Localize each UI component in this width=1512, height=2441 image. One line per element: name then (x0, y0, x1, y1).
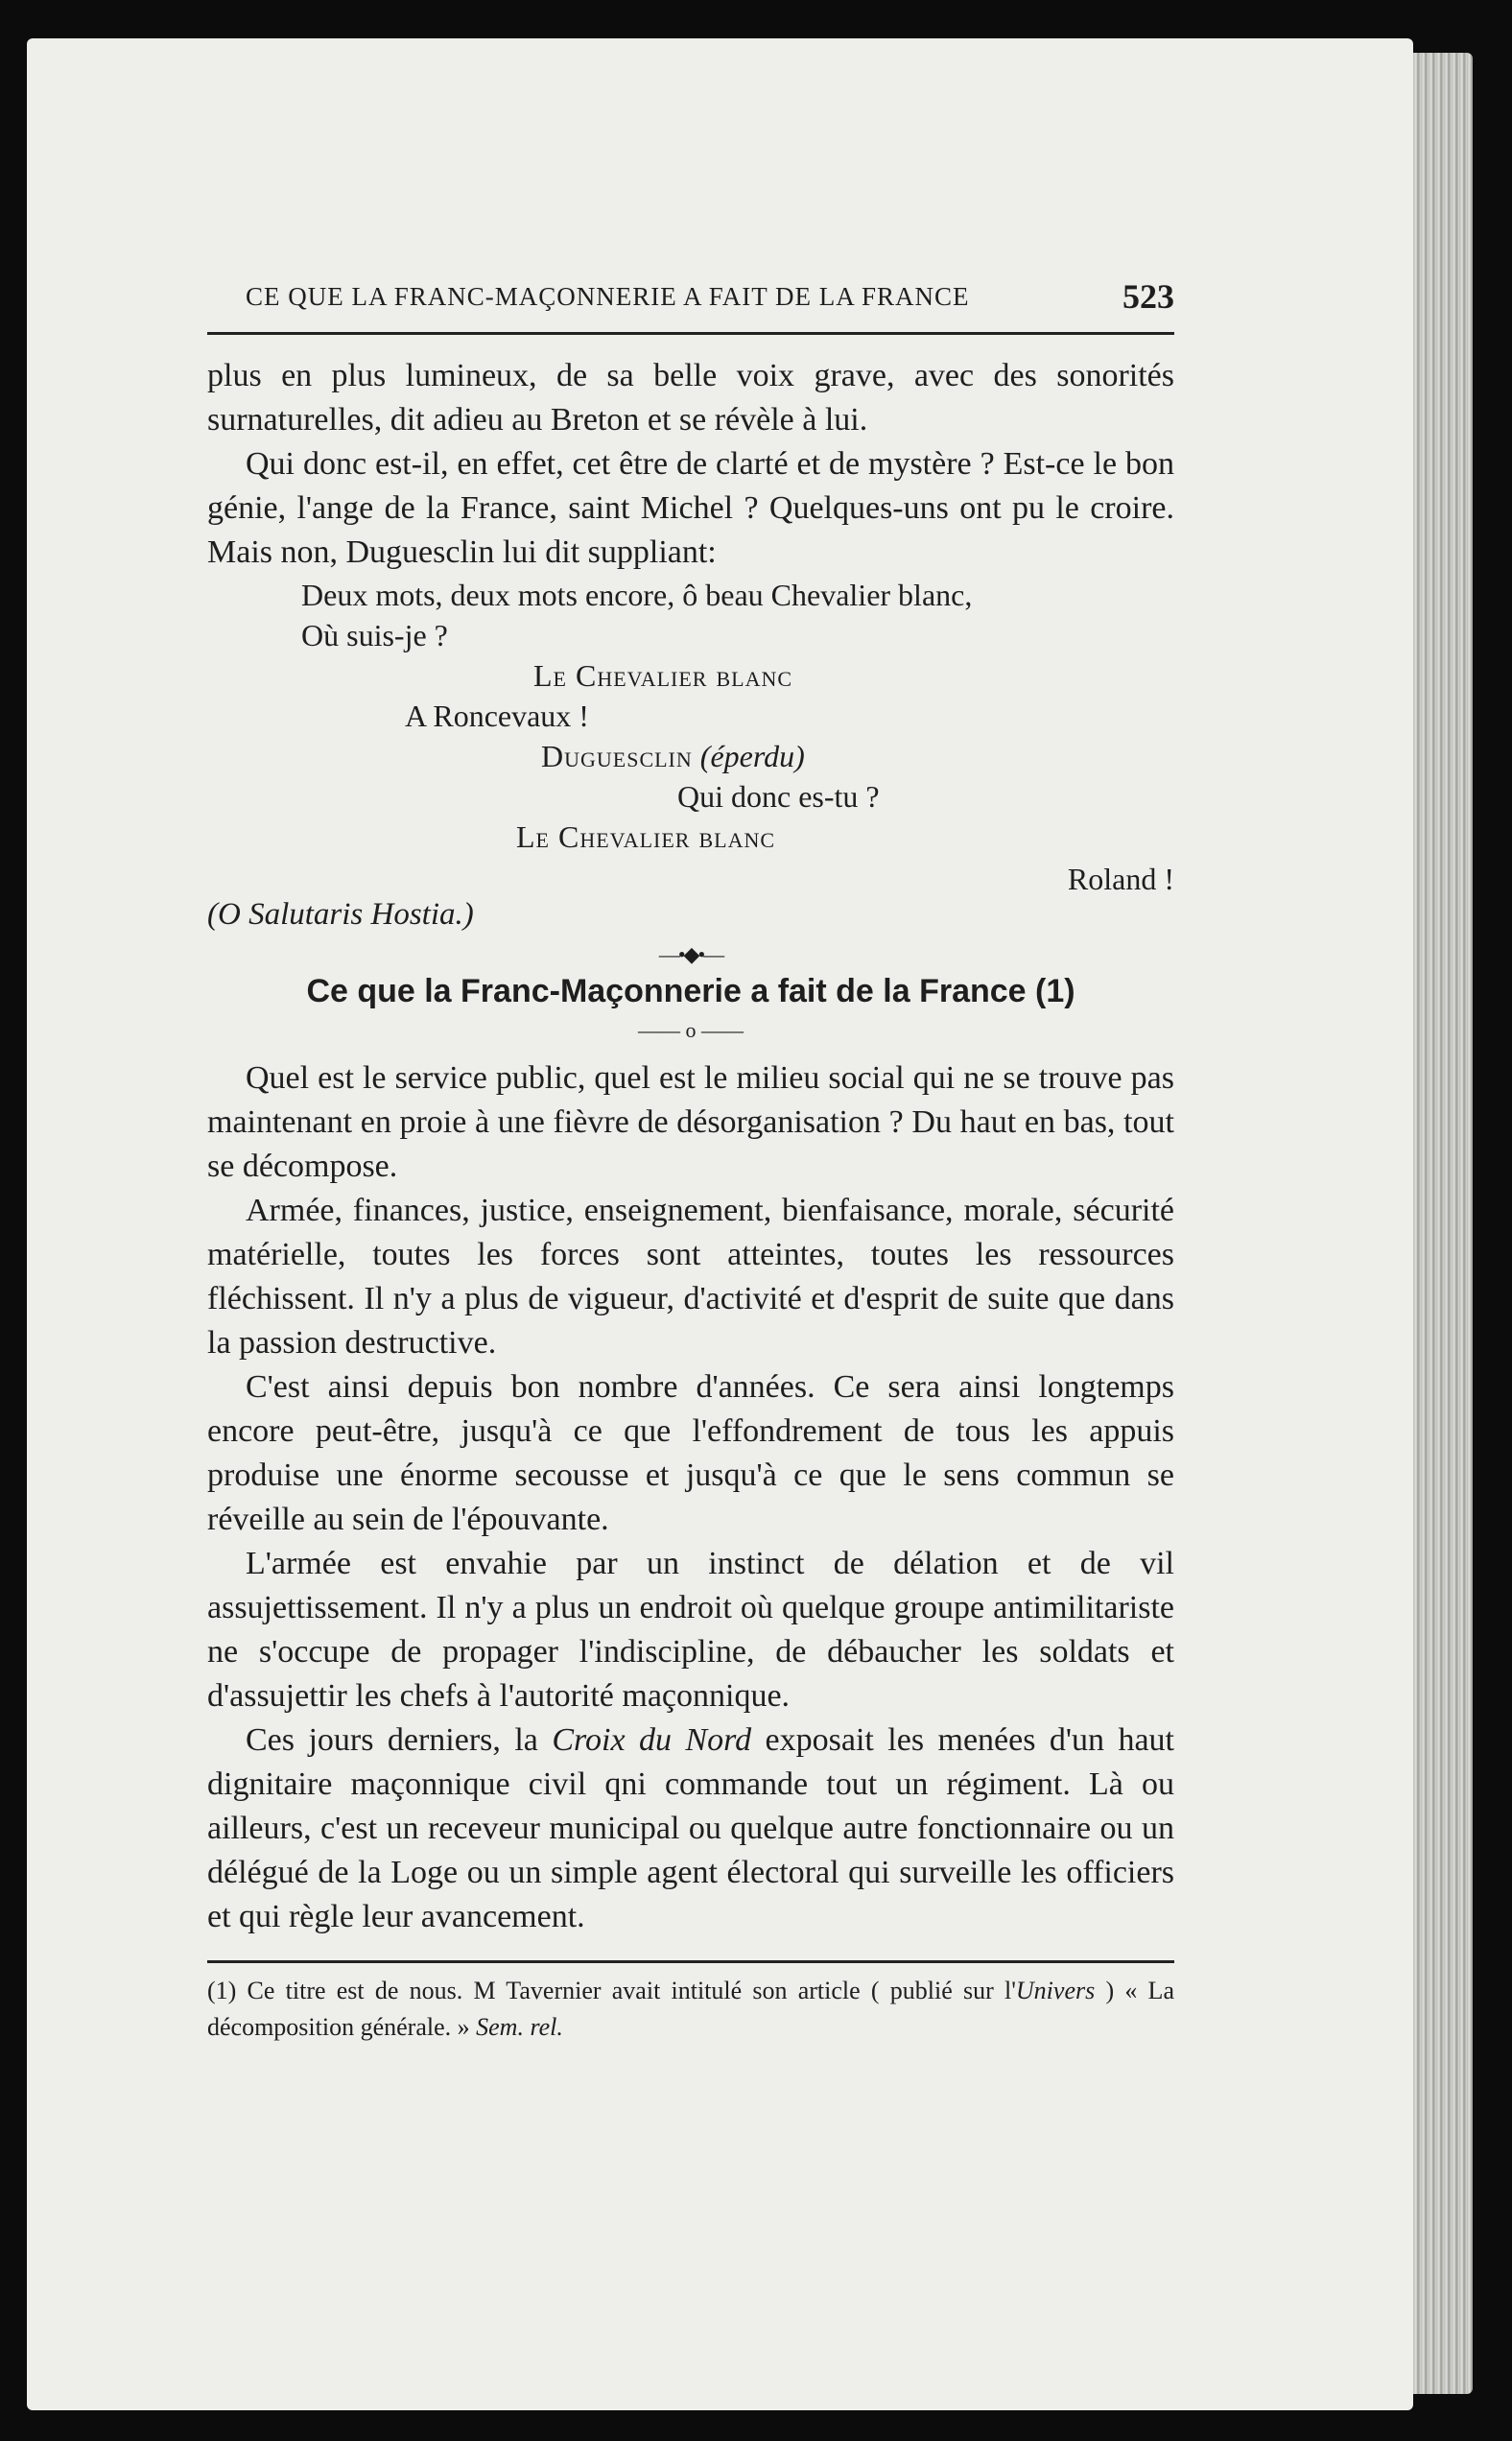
paragraph: plus en plus lumineux, de sa belle voix grave, avec des sonorités surnaturelles, dit adieu au Breton et se révèle à lui. (207, 358, 1174, 438)
speaker-name: Le Chevalier blanc (533, 658, 793, 693)
attribution: (O Salutaris Hostia.) (207, 897, 474, 932)
running-title: CE QUE LA FRANC-MAÇONNERIE A FAIT DE LA FRANCE (246, 282, 970, 311)
verse-line: Qui donc es-tu ? (677, 779, 880, 814)
page-stack-edge (1413, 53, 1473, 2394)
footnote-rule (207, 1960, 1174, 1963)
footnote-text: ) « La décomposition générale. » (207, 1977, 1174, 2041)
footnote (207, 1973, 1174, 2046)
page-number: 523 (1122, 277, 1174, 316)
footnote-text: (1) Ce titre est de nous. M Tavernier avait intitulé son article ( publié sur l' (207, 1977, 1016, 2004)
paragraph: C'est ainsi depuis bon nombre d'années. Ce sera ainsi longtemps encore peut-être, jusqu'à ce que l'effondrement de tous les appuis produise une énorme secousse et jusqu'à ce que le sens commun se réveille au sein de l'épouvante. (207, 1369, 1174, 1537)
header-rule (207, 332, 1174, 335)
verse-line: Roland ! (1067, 862, 1174, 896)
publication-title: Univers (1015, 1977, 1096, 2004)
section-title: Ce que la Franc-Maçonnerie a fait de la France (1) (306, 973, 1075, 1009)
speaker-line (207, 736, 1174, 776)
paragraph (207, 1718, 1174, 1939)
verse-dialogue (207, 575, 1174, 899)
ornament-divider: —•◆•— (658, 942, 723, 966)
verse-line: Où suis-je ? (301, 618, 448, 652)
section-separator: —— o —— (638, 1018, 744, 1042)
page-content (207, 276, 1174, 2046)
book-page (27, 38, 1413, 2410)
speaker-name: Duguesclin (541, 739, 693, 773)
paragraph: L'armée est envahie par un instinct de délation et de vil assujettissement. Il n'y a plus un endroit où quelque groupe antimilitariste ne s'occupe de propager l'indiscipline, de débaucher les soldats et d'assujettir les chefs à l'autorité maçonnique. (207, 1546, 1174, 1714)
footnote-source: Sem. rel. (476, 2013, 563, 2041)
paragraph: Qui donc est-il, en effet, cet être de clarté et de mystère ? Est-ce le bon génie, l'ange de la France, saint Michel ? Quelques-uns ont pu le croire. Mais non, Duguesclin lui dit suppliant: (207, 446, 1174, 570)
text-run: exposait les menées d'un haut dignitaire maçonnique civil qni commande tout un régiment. Là ou ailleurs, c'est un receveur municipal ou quelque autre fonctionnaire ou un délégué de la Loge ou un simple agent électoral qui surveille les officiers et qui règle leur avancement. (207, 1722, 1175, 1934)
text-run: Ces jours derniers, la (246, 1722, 553, 1758)
verse-line: Deux mots, deux mots encore, ô beau Chevalier blanc, (301, 578, 973, 612)
speaker-name: Le Chevalier blanc (516, 819, 776, 854)
running-header (207, 276, 1174, 324)
paragraph: Quel est le service public, quel est le milieu social qui ne se trouve pas maintenant en proie à une fièvre de désorganisation ? Du haut en bas, tout se décompose. (207, 1060, 1174, 1184)
stage-direction: (éperdu) (699, 739, 805, 773)
verse-line: A Roncevaux ! (405, 699, 589, 733)
publication-title: Croix du Nord (552, 1722, 752, 1758)
paragraph: Armée, finances, justice, enseignement, bienfaisance, morale, sécurité matérielle, toutes les forces sont atteintes, toutes les ressources fléchissent. Il n'y a plus de vigueur, d'activité et d'esprit de suite que dans la passion destructive. (207, 1193, 1174, 1361)
